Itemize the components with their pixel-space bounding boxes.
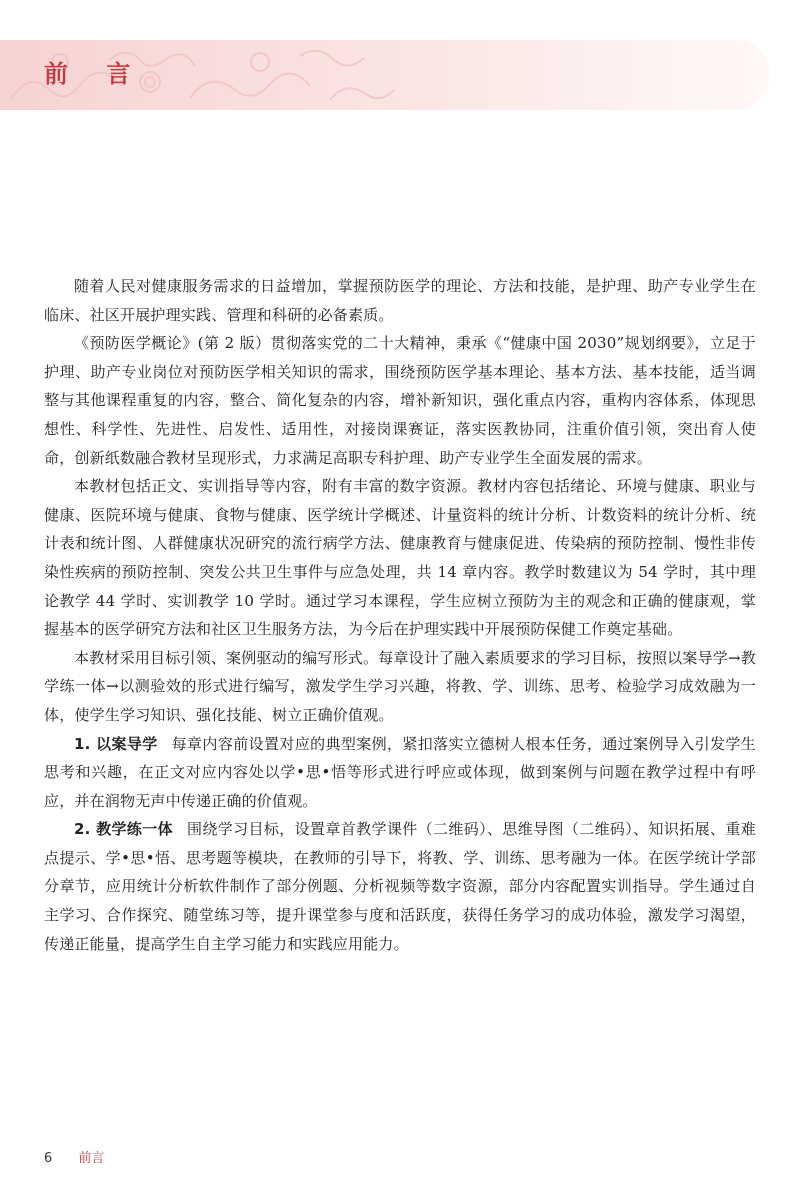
paragraph-lead-heading: 2. 教学练一体 [74, 820, 173, 839]
paragraph [44, 815, 756, 958]
preface-body [44, 272, 756, 958]
paragraph-lead-heading: 1. 以案导学 [74, 734, 158, 753]
paragraph [44, 329, 756, 472]
page-title: 前 言 [44, 60, 146, 88]
paragraph-text: 本教材采用目标引领、案例驱动的编写形式。每章设计了融入素质要求的学习目标，按照以案导学→教学练一体→以测验效的形式进行编写，激发学生学习兴趣，将教、学、训练、思考、检验学习成效融为一体，使学生学习知识、强化技能、树立正确价值观。 [44, 648, 756, 724]
paragraph [44, 272, 756, 329]
paragraph [44, 644, 756, 730]
paragraph-text: 每章内容前设置对应的典型案例，紧扣落实立德树人根本任务，通过案例导入引发学生思考和兴趣，在正文对应内容处以学•思•悟等形式进行呼应或体现，做到案例与问题在教学过程中有呼应，并在润物无声中传递正确的价值观。 [44, 734, 756, 810]
paragraph [44, 472, 756, 644]
paragraph [44, 730, 756, 816]
paragraph-text: 本教材包括正文、实训指导等内容，附有丰富的数字资源。教材内容包括绪论、环境与健康、职业与健康、医院环境与健康、食物与健康、医学统计学概述、计量资料的统计分析、计数资料的统计分析、统计表和统计图、人群健康状况研究的流行病学方法、健康教育与健康促进、传染病的预防控制、慢性非传染性疾病的预防控制、突发公共卫生事件与应急处理，共 14 章内容。教学时数建议为 54 学时，其中理论教学 44 学时、实训教学 10 学时。通过学习本课程，学生应树立预防为主的观念和正确的健康观，掌握基本的医学研究方法和社区卫生服务方法，为今后在护理实践中开展预防保健工作奠定基础。 [44, 477, 756, 639]
paragraph-text: 《预防医学概论》(第 2 版）贯彻落实党的二十大精神，秉承《“健康中国 2030”规划纲要》，立足于护理、助产专业岗位对预防医学相关知识的需求，围绕预防医学基本理论、基本方法、基本技能，适当调整与其他课程重复的内容，整合、简化复杂的内容，增补新知识，强化重点内容，重构内容体系，体现思想性、科学性、先进性、启发性、适用性，对接岗课赛证，落实医教协同，注重价值引领，突出育人使命，创新纸数融合教材呈现形式，力求满足高职专科护理、助产专业学生全面发展的需求。 [44, 334, 756, 467]
footer-section-title: 前言 [78, 1151, 105, 1166]
paragraph-text: 围绕学习目标，设置章首教学课件（二维码）、思维导图（二维码）、知识拓展、重难点提示、学•思•悟、思考题等模块，在教师的引导下，将教、学、训练、思考融为一体。在医学统计学部分章节，应用统计分析软件制作了部分例题、分析视频等数字资源，部分内容配置实训指导。学生通过自主学习、合作探究、随堂练习等，提升课堂参与度和活跃度，获得任务学习的成功体验，激发学习渴望，传递正能量，提高学生自主学习能力和实践应用能力。 [44, 820, 756, 953]
page-footer [44, 1150, 104, 1168]
page-number: 6 [44, 1151, 53, 1166]
paragraph-text: 随着人民对健康服务需求的日益增加，掌握预防医学的理论、方法和技能，是护理、助产专业学生在临床、社区开展护理实践、管理和科研的必备素质。 [44, 277, 756, 324]
